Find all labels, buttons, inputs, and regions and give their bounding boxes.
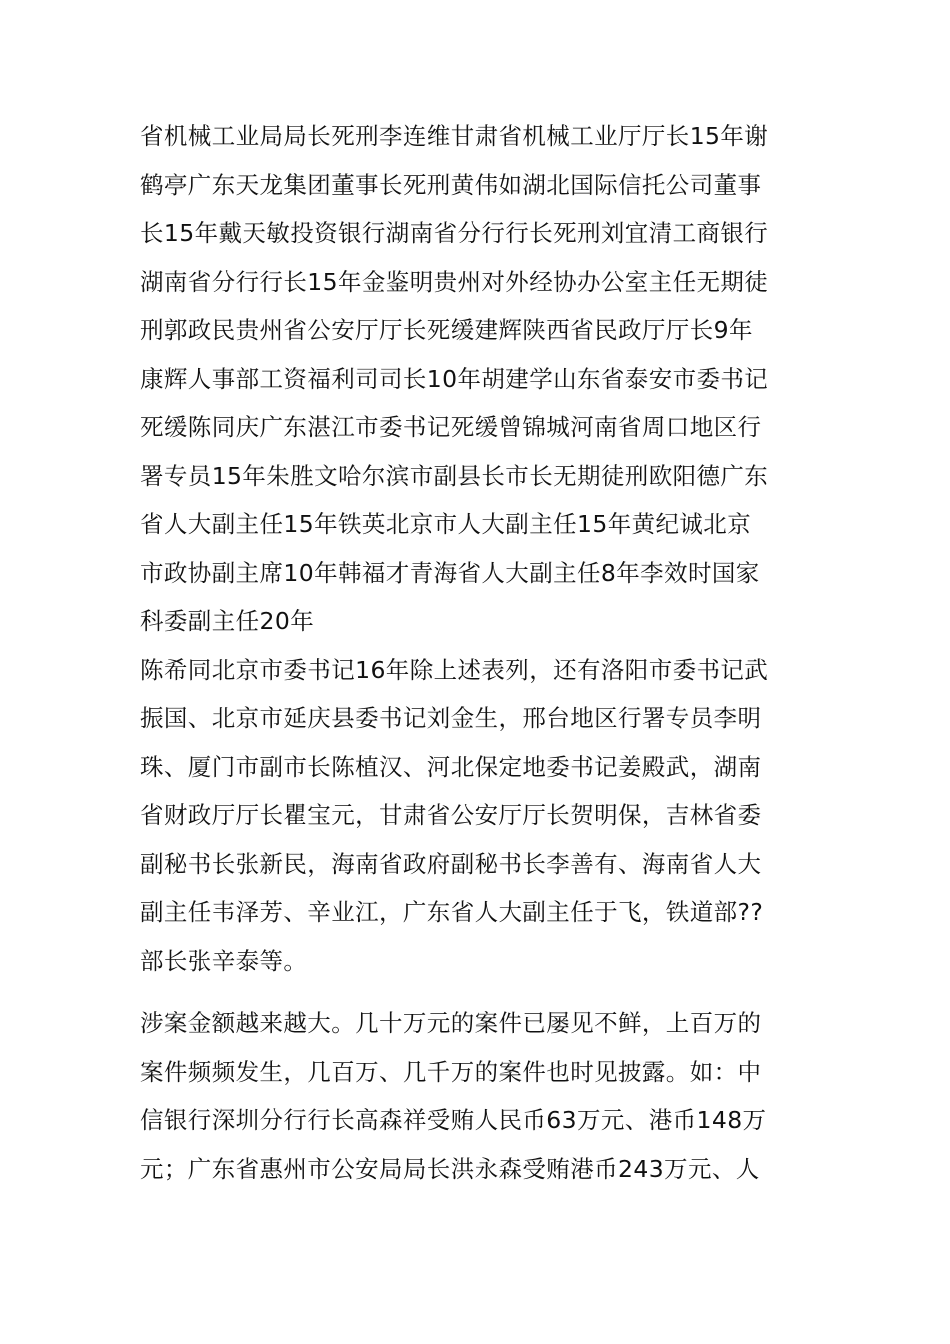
- text-line: 珠、厦门市副市长陈植汉、河北保定地委书记姜殿武，湖南: [140, 752, 762, 781]
- text-line: 省机械工业局局长死刑李连维甘肃省机械工业厅厅长15年谢: [140, 122, 769, 150]
- text-line: 陈希同北京市委书记16年除上述表列，还有洛阳市委书记武: [140, 655, 769, 684]
- text-line: 刑郭政民贵州省公安厅厅长死缓建辉陕西省民政厅厅长9年: [140, 316, 753, 344]
- paragraph-2: [140, 646, 820, 986]
- text-line: 元；广东省惠州市公安局局长洪永森受贿港币243万元、人: [140, 1154, 760, 1183]
- paragraph-spacer: [140, 985, 820, 999]
- text-line: 省财政厅厅长瞿宝元，甘肃省公安厅厅长贺明保，吉林省委: [140, 801, 762, 829]
- paragraph-3: [140, 999, 820, 1193]
- text-line: 市政协副主席10年韩福才青海省人大副主任8年李效时国家: [140, 558, 760, 587]
- text-line: 信银行深圳分行行长高森祥受贿人民币63万元、港币148万: [140, 1106, 767, 1134]
- text-line: 湖南省分行行长15年金鉴明贵州对外经协办公室主任无期徒: [140, 267, 769, 296]
- text-line: 涉案金额越来越大。几十万元的案件已屡见不鲜，上百万的: [140, 1009, 762, 1037]
- text-line: 振国、北京市延庆县委书记刘金生，邢台地区行署专员李明: [140, 704, 762, 732]
- text-line: 鹤亭广东天龙集团董事长死刑黄伟如湖北国际信托公司董事: [140, 170, 762, 199]
- text-line: 省人大副主任15年铁英北京市人大副主任15年黄纪诚北京: [140, 510, 752, 538]
- paragraph-1: [140, 112, 820, 646]
- text-line: 康辉人事部工资福利司司长10年胡建学山东省泰安市委书记: [140, 364, 769, 393]
- text-line: 副秘书长张新民，海南省政府副秘书长李善有、海南省人大: [140, 849, 762, 878]
- text-line: 副主任韦泽芳、辛业江，广东省人大副主任于飞，铁道部??: [140, 898, 764, 926]
- text-line: 科委副主任20年: [140, 607, 315, 635]
- text-line: 死缓陈同庆广东湛江市委书记死缓曾锦城河南省周口地区行: [140, 413, 762, 441]
- document-body: [140, 112, 820, 1193]
- text-line: 案件频频发生，几百万、几千万的案件也时见披露。如：中: [140, 1057, 762, 1086]
- text-line: 署专员15年朱胜文哈尔滨市副县长市长无期徒刑欧阳德广东: [140, 461, 769, 490]
- text-line: 部长张辛泰等。: [140, 946, 308, 975]
- text-line: 长15年戴天敏投资银行湖南省分行行长死刑刘宜清工商银行: [140, 219, 769, 247]
